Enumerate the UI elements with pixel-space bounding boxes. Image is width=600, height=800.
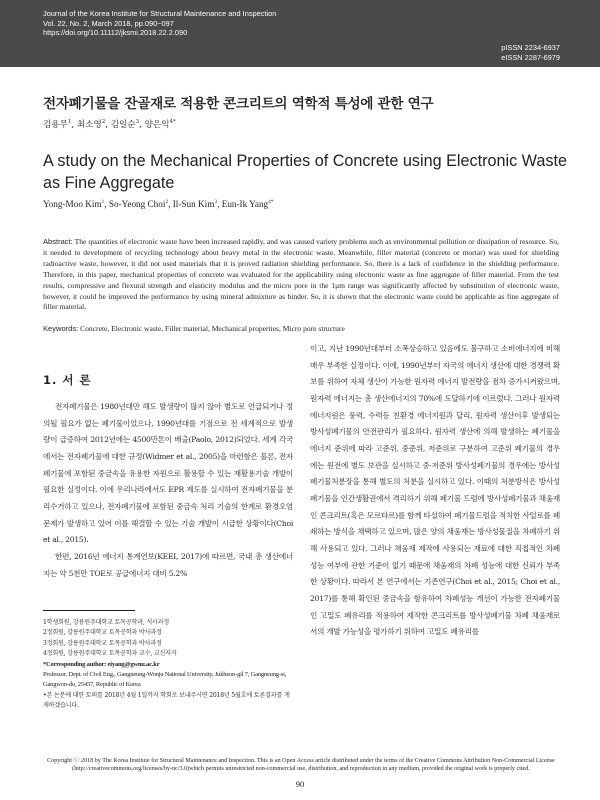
english-authors: Yong-Moo Kim$^1$, So-Yeong Choi$^2$, Il-Sun Kim$^3$, Eun-Ik Yang$^{4*}$ — [43, 198, 274, 209]
author-name: Il-Sun Kim — [172, 199, 215, 209]
abstract-label: Abstract: — [43, 237, 73, 246]
abstract-text: The quantities of electronic waste have been increased rapidly, and was caused variety problems such as environmental pollution or dissipation of resource. So, it needed to development of recycling technology about heavy metal in the electronic waste. Meanwhile, filler material (concrete or mortar) was used for shielding radioactive waste, however, it did not used materials that it is proved radiation shielding performance. So, there is a lack of confidence in the shielding performance. Therefore, in this paper, mechanical properties of concrete was evaluated for the applicability using electronic waste as fine aggregate of filler material. From the test results, compressive and flexural strength and elasticity modulus and the micro pore in the 1μm range was significantly affected by substitution of electronic waste, however, it could be improved the performance by using mineral admixture as binder. So, it is shown that the electronic waste could be applicable as fine aggregate of filler material. — [43, 237, 559, 312]
footnote: 4정회원, 강릉원주대학교 토목공학과 교수, 교신저자 — [43, 650, 177, 658]
journal-header — [0, 0, 600, 67]
keywords — [43, 324, 559, 333]
issn-info — [501, 43, 560, 62]
footnote: 2정회원, 강릉원주대학교 토목공학과 박사과정 — [43, 629, 162, 637]
footnote: 1학생회원, 강릉원주대학교 토목공학과, 석사과정 — [43, 619, 170, 626]
right-column — [310, 341, 560, 641]
author-name: So-Yeong Choi — [108, 199, 166, 209]
korean-authors: 김용무$^1$, 최소영$^2$, 김일순$^3$, 양은익$^{4*}$ — [43, 119, 176, 130]
copyright-notice: Copyright ⓒ 2018 by The Korea Institute for Structural Maintenance and Inspection. This is an Open Access article distributed under the terms of the Creative Commons Attribution Non-Commercial License (http://creativecommons.org/licenses/by-nc/3.0)which permits unrestricted non-commercial use, distribution, and reproduction in any medium, provided the original work is properly cited. — [47, 758, 555, 773]
author-name: 김일순 — [110, 120, 136, 130]
author-name: 김용무 — [43, 120, 68, 130]
footnote-divider — [43, 610, 135, 611]
journal-doi[interactable]: https://doi.org/10.11112/jksmi.2018.22.2.090 — [43, 28, 188, 38]
eissn: eISSN 2287-6979 — [501, 52, 560, 62]
journal-name: Journal of the Korea Institute for Structural Maintenance and Inspection — [43, 9, 277, 18]
paragraph: 전자폐기물은 1980년대만 해도 발생량이 많지 않아 별도로 언급되거나 정의될 필요가 없는 폐기물이었으나, 1990년대를 기점으로 전 세계적으로 발생량이 급증하여 2012년에는 4500만톤이 배출(Paolo, 2012)되었다. 세계 각국에서는 전자폐기물에 대한 규정(Widmer et al., 2005)을 마련함은 물론, 전자폐기물에 포함된 중금속을 유용한 자원으로 활용할 수 있는 재활용기술 개발이 필요한 실정이다. 이에 우리나라에서도 EPR 제도를 실시하여 전자폐기물을 분리수거하고 있으나, 전자폐기물에 포함된 중금속 처리 기술의 한계로 환경오염문제가 발생하고 있어 이를 해결할 수 있는 기술 개발이 시급한 상황이다(Choi et al., 2015). — [43, 402, 293, 545]
journal-info — [43, 9, 276, 38]
paragraph: 한편, 2016년 에너지 통계연보(KEEI, 2017)에 따르면, 국내 총 생산에너지는 약 5천만 TOE로 공급에너지 대비 5.2% — [43, 551, 293, 578]
author-affil-mark: 1 — [101, 198, 105, 205]
author-name: 최소영 — [76, 120, 102, 130]
footnotes — [43, 618, 295, 712]
author-affil-mark: 3 — [214, 198, 218, 205]
author-affil-mark: 4* — [169, 119, 176, 126]
author-address: Professor, Dept. of Civil Eng., Gangneung-Wonju National University, Jukheon-gil 7, Gangneung-si, Gangwon-do, 25457, Republic of Korea — [43, 671, 287, 689]
korean-title: 전자폐기물을 잔골재로 적용한 콘크리트의 역학적 특성에 관한 연구 — [43, 96, 434, 112]
keywords-label: Keywords: — [43, 324, 79, 333]
author-name: Yong-Moo Kim — [43, 199, 102, 209]
journal-volume: Vol. 22, No. 2, March 2018, pp.090~097 — [43, 18, 174, 28]
author-affil-mark: 3 — [135, 119, 140, 126]
page-number: 90 — [295, 779, 305, 789]
author-affil-mark: 4* — [268, 198, 274, 205]
footnote: •본 논문에 대한 토의를 2018년 4월 1일까지 학회로 보내주시면 2018년 5월호에 토론결과를 게재하겠습니다. — [43, 691, 290, 710]
author-affil-mark: 2 — [165, 198, 169, 205]
author-affil-mark: 2 — [101, 119, 106, 126]
footnote: 3정회원, 강릉원주대학교 토목공학과 박사과정 — [43, 639, 162, 647]
author-affil-mark: 1 — [67, 119, 72, 126]
english-title: A study on the Mechanical Properties of Concrete using Electronic Waste as Fine Aggregate — [43, 152, 567, 192]
pissn: pISSN 2234-6937 — [501, 43, 560, 52]
keywords-text: Concrete, Electronic waste, Filler material, Mechanical properties, Micro pore structure — [80, 324, 345, 333]
corresponding-author: *Corresponding author: eiyang@gwnu.ac.kr — [43, 660, 160, 668]
paragraph: 이고, 지난 1990년대부터 소폭상승하고 있음에도 불구하고 소비에너지에 비해 매우 부족한 실정이다. 이에, 1990년부터 자국의 에너지 생산에 대한 경쟁력 확보를 위하여 자체 생산이 가능한 원자력 에너지 발전량을 점차 증가시켜왔으며, 원자력 에너지는 총 생산에너지의 70%에 도달하기에 이르렀다. 그러나 원자력에너지원은 풍력, 수력등 친환경 에너지원과 달리, 원자력 생산이후 발생되는 방사성폐기물의 안전관리가 필요하다. 원자력 생산에 의해 발생하는 폐기물을 에너지 준위에 따라 고준위, 중준위, 저준위로 구분하여 고준위 폐기물의 경우에는 원전에 별도 보관을 실시하고 중·저준위 방사성폐기물의 경우에는 방사성폐기물처분장을 통해 별도의 처분을 실시하고 있다. 이때의 처분방식은 방사성폐기물을 인간생활권에서 격리하기 위해 폐기물 드럼에 방사성폐기물과 채움재인 콘크리트(혹은 모르타르)를 함께 타설하여 폐기물드럼을 적치한 사일로를 폐쇄하는 방식을 채택하고 있으며, 많은 양의 채움재는 방사성물질을 차폐하기 위해 사용되고 있다. 그러나 채움재 제작에 사용되는 재료에 대한 직접적인 차폐성능 여부에 관한 기준이 없기 때문에 채움재의 차폐 성능에 대한 신뢰가 부족한 상황이다. 따라서 본 연구에서는 기존연구(Choi et al., 2015; Choi et al., 2017)를 통해 확인된 중금속을 함유하여 차폐성능 개선이 가능한 전자폐기물인 고밀도 폐유리를 적용하여 제작한 콘크리트를 방사성폐기물 차폐 채움재로서의 개발 가능성을 평가하기 위하여 고밀도 폐유리를 — [310, 344, 560, 637]
left-column — [43, 399, 293, 582]
section-heading: 1. 서 론 — [43, 373, 92, 387]
abstract — [43, 237, 559, 313]
author-name: 양은익 — [144, 120, 170, 130]
author-name: Eun-Ik Yang — [221, 199, 269, 209]
